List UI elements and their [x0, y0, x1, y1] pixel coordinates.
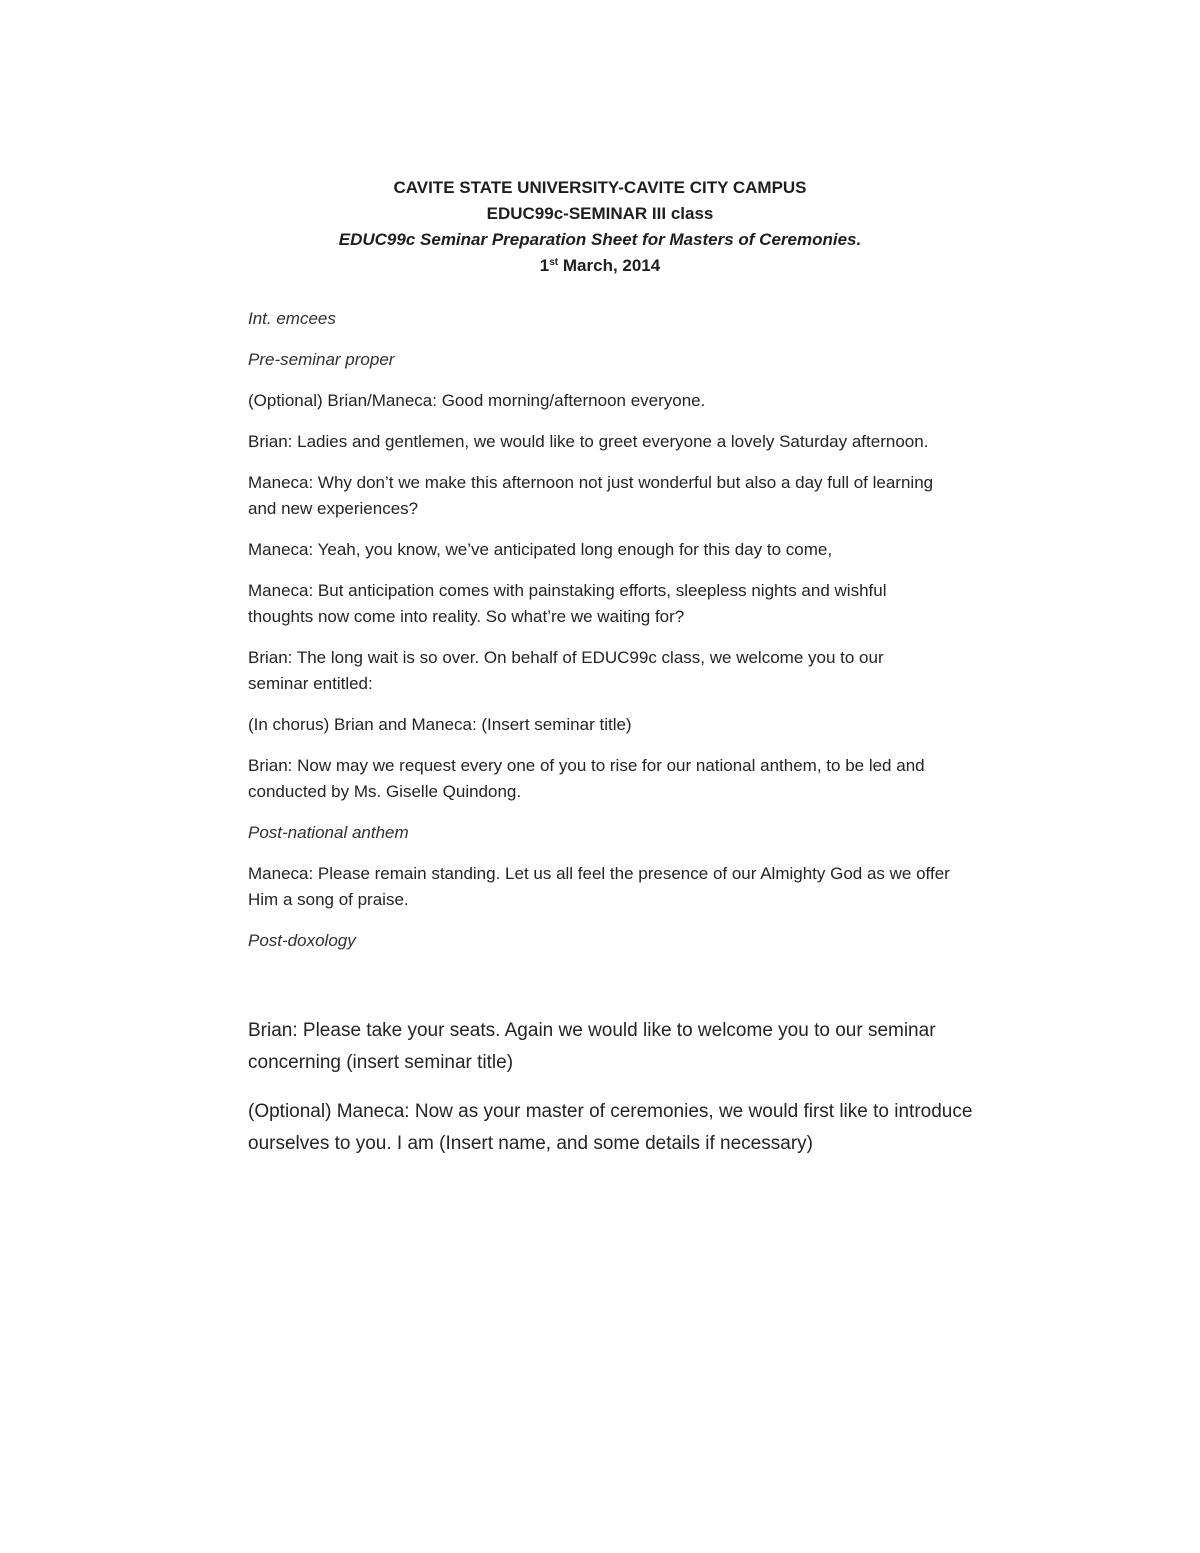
script-line: Brian: The long wait is so over. On behalf of EDUC99c class, we welcome you to our seminar entitled: — [248, 648, 884, 693]
script-line: Maneca: Please remain standing. Let us all feel the presence of our Almighty God as we offer Him a song of praise. — [248, 864, 950, 909]
date-suffix: st — [549, 257, 559, 268]
date-rest: March, 2014 — [558, 256, 661, 275]
section-heading-int-emcees: Int. emcees — [248, 309, 336, 328]
section-heading-pre-seminar: Pre-seminar proper — [248, 350, 395, 369]
script-line: Maneca: Yeah, you know, we’ve anticipated long enough for this day to come, — [248, 540, 833, 559]
script-body — [248, 306, 973, 1177]
script-line: Brian: Ladies and gentlemen, we would like to greet everyone a lovely Saturday afternoon. — [248, 432, 929, 451]
section-heading-post-anthem: Post-national anthem — [248, 823, 409, 842]
date-day: 1 — [539, 256, 550, 275]
script-line: Brian: Please take your seats. Again we would like to welcome you to our seminar concerning (insert seminar title) — [248, 1020, 936, 1073]
script-line: Brian: Now may we request every one of you to rise for our national anthem, to be led and conducted by Ms. Giselle Quindong. — [248, 756, 925, 801]
script-line: (In chorus) Brian and Maneca: (Insert seminar title) — [248, 715, 632, 734]
document-header — [250, 175, 950, 279]
document-date — [250, 253, 950, 279]
university-name: CAVITE STATE UNIVERSITY-CAVITE CITY CAMPUS — [393, 178, 807, 197]
script-line: (Optional) Brian/Maneca: Good morning/afternoon everyone. — [248, 391, 706, 410]
class-name: EDUC99c-SEMINAR III class — [486, 204, 714, 223]
section-heading-post-doxology: Post-doxology — [248, 931, 356, 950]
script-line: (Optional) Maneca: Now as your master of ceremonies, we would first like to introduce ourselves to you. I am (Insert name, and some details if necessary) — [248, 1101, 973, 1154]
script-line: Maneca: Why don’t we make this afternoon not just wonderful but also a day full of learning and new experiences? — [248, 473, 934, 518]
document-subtitle: EDUC99c Seminar Preparation Sheet for Masters of Ceremonies. — [338, 230, 862, 249]
script-line: Maneca: But anticipation comes with painstaking efforts, sleepless nights and wishful thoughts now come into reality. So what’re we waiting for? — [248, 581, 887, 626]
spacer — [248, 969, 968, 1015]
